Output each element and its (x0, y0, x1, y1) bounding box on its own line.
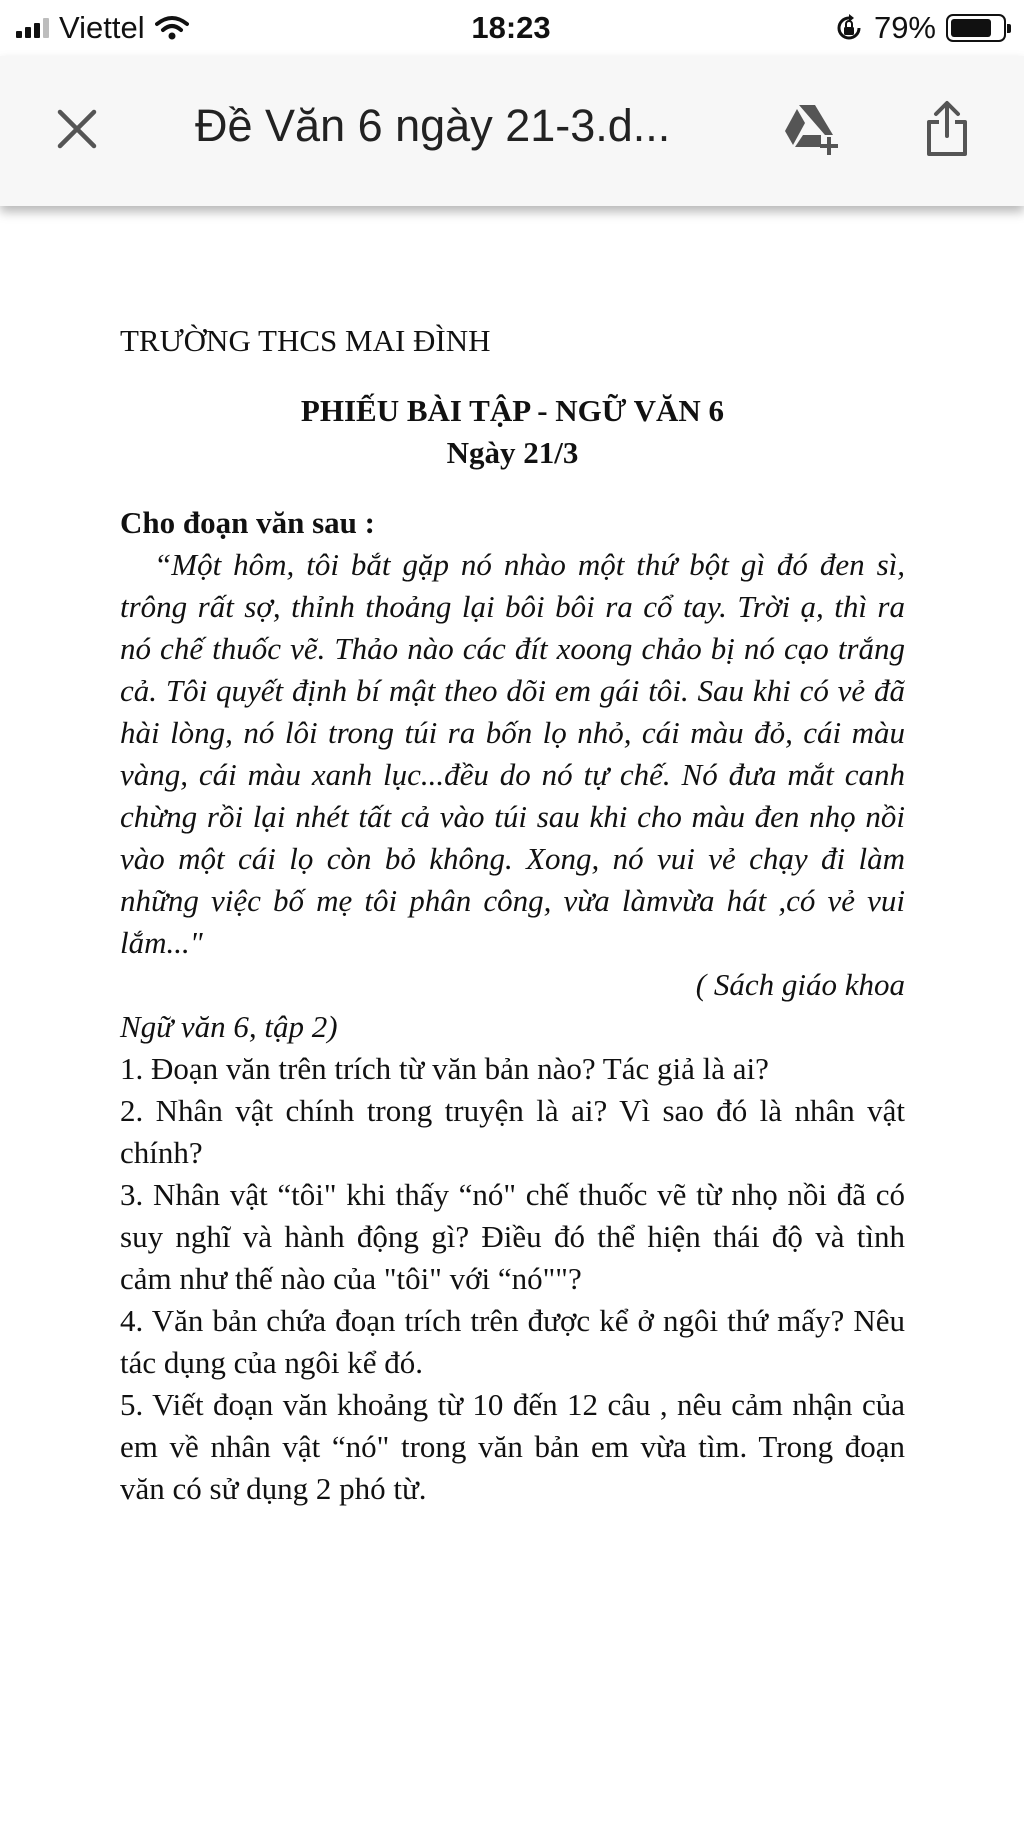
source-citation-line1: ( Sách giáo khoa (695, 967, 905, 1002)
question-5: 5. Viết đoạn văn khoảng từ 10 đến 12 câu , nêu cảm nhận của em về nhân vật “nó" trong văn bản em vừa tìm. Trong đoạn văn có sử dụng 2 phó từ. (120, 1387, 905, 1506)
wifi-icon (155, 15, 189, 41)
battery-percent: 79% (873, 10, 936, 45)
document-toolbar (0, 56, 1024, 206)
question-1: 1. Đoạn văn trên trích từ văn bản nào? Tác giả là ai? (120, 1051, 769, 1086)
signal-icon (16, 18, 49, 38)
orientation-lock-icon (834, 13, 864, 43)
question-4: 4. Văn bản chứa đoạn trích trên được kể ở ngôi thứ mấy? Nêu tác dụng của ngôi kể đó. (120, 1303, 905, 1380)
clock: 18:23 (471, 10, 551, 45)
document-title: Đề Văn 6 ngày 21-3.d... (195, 100, 671, 151)
worksheet-date: Ngày 21/3 (446, 435, 579, 470)
close-button[interactable] (42, 94, 112, 164)
document-page (120, 320, 905, 1510)
question-3: 3. Nhân vật “tôi" khi thấy “nó" chế thuốc vẽ từ nhọ nồi đã có suy nghĩ và hành động gì? Điều đó thể hiện thái độ và tình cảm như thế nào của "tôi" với “nó""? (120, 1177, 905, 1296)
passage-text: “Một hôm, tôi bắt gặp nó nhào một thứ bột gì đó đen sì, trông rất sợ, thỉnh thoảng lại bôi bôi ra cổ tay. Trời ạ, thì ra nó chế thuốc vẽ. Thảo nào các đít xoong chảo bị nó cạo trắng cả. Tôi quyết định bí mật theo dõi em gái tôi. Sau khi có vẻ đã hài lòng, nó lôi trong túi ra bốn lọ nhỏ, cái màu đỏ, cái màu vàng, cái màu xanh lục...đều do nó tự chế. Nó đưa mắt canh chừng rồi lại nhét tất cả vào túi sau khi cho màu đen nhọ nồi vào một cái lọ còn bỏ không. Xong, nó vui vẻ chạy đi làm những việc bố mẹ tôi phân công, vừa làmvừa hát ,có vẻ vui lắm..." (120, 547, 905, 960)
share-button[interactable] (912, 94, 982, 164)
close-icon (55, 107, 99, 151)
status-left (16, 10, 346, 46)
add-to-drive-icon (781, 101, 845, 157)
battery-fill (951, 19, 991, 37)
status-bar (0, 0, 1024, 56)
battery-icon (946, 14, 1006, 42)
worksheet-title: PHIẾU BÀI TẬP - NGỮ VĂN 6 (300, 393, 725, 428)
share-icon (924, 100, 970, 158)
carrier-name: Viettel (59, 10, 145, 45)
question-2: 2. Nhân vật chính trong truyện là ai? Vì sao đó là nhân vật chính? (120, 1093, 905, 1170)
add-to-drive-button[interactable] (778, 94, 848, 164)
passage-intro: Cho đoạn văn sau : (120, 505, 375, 540)
status-right (676, 10, 1006, 46)
school-name: TRƯỜNG THCS MAI ĐÌNH (120, 323, 491, 358)
source-citation-line2: Ngữ văn 6, tập 2) (120, 1009, 338, 1044)
